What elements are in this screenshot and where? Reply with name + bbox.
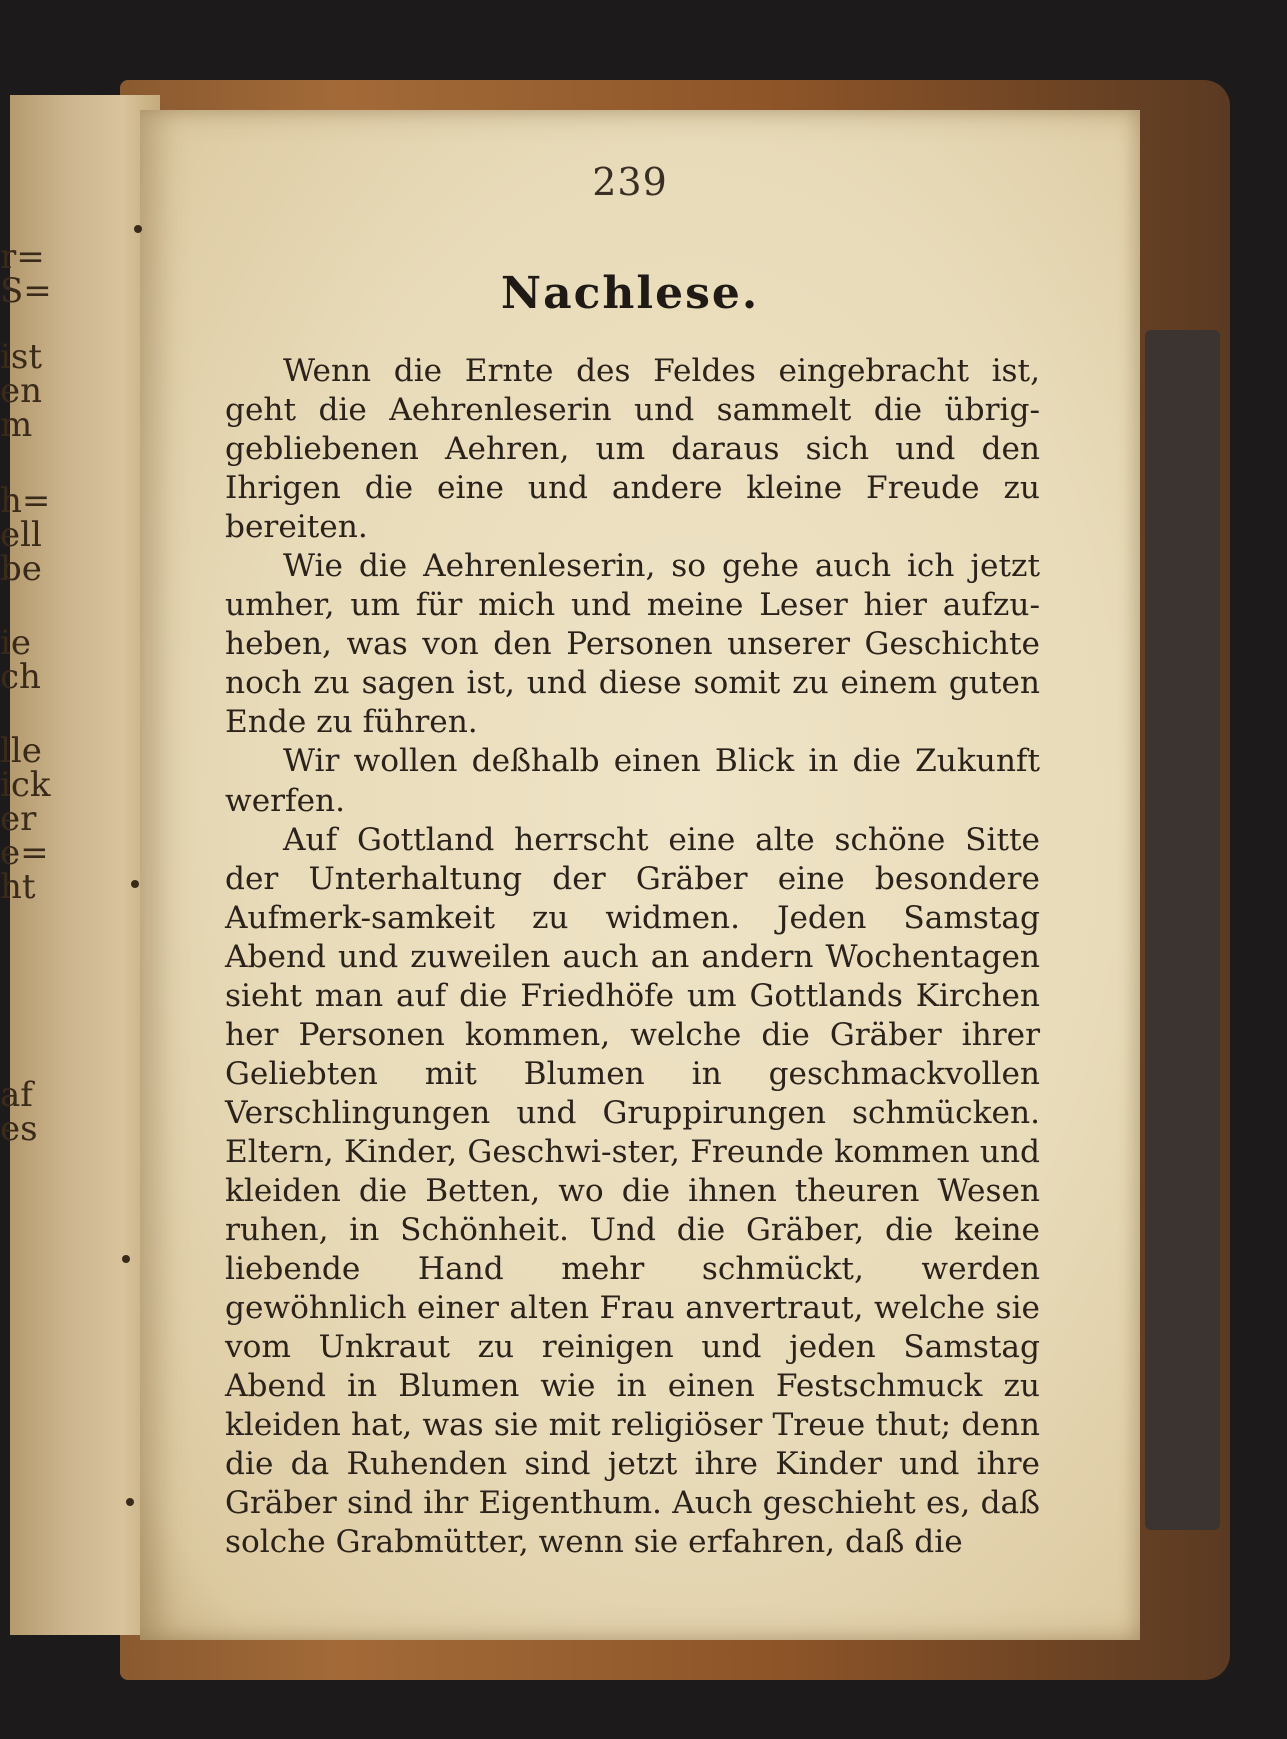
- spine-mark: [131, 880, 139, 888]
- chapter-title: Nachlese.: [500, 268, 760, 319]
- left-fragment: h=: [0, 481, 51, 521]
- left-fragment: ie: [0, 623, 31, 663]
- left-fragment: ick: [0, 765, 51, 805]
- left-fragment: be: [0, 549, 42, 589]
- paragraph: Wir wollen deßhalb einen Blick in die Zukunft werfen.: [225, 743, 1040, 819]
- left-fragment: e=: [0, 833, 49, 873]
- spine-mark: [134, 225, 142, 233]
- spine-mark: [126, 1498, 134, 1506]
- paragraph: Auf Gottland herrscht eine alte schöne Sitte der Unterhaltung der Gräber eine besondere Aufmerk-samkeit zu widmen. Jeden Samstag Abend und zuweilen auch an andern Wochentagen sieht man auf die Friedhöfe um Gottlands Kirchen her Personen kommen, welche die Gräber ihrer Geliebten mit Blumen in geschmackvollen Verschlingungen und Gruppirungen schmücken. Eltern, Kinder, Geschwi-ster, Freunde kommen und kleiden die Betten, wo die ihnen theuren Wesen ruhen, in Schönheit. Und die Gräber, die keine liebende Hand mehr schmückt, werden gewöhnlich einer alten Frau anvertraut, welche sie vom Unkraut zu reinigen und jeden Samstag Abend in Blumen wie in einen Festschmuck zu kleiden hat, was sie mit religiöser Treue thut; denn die da Ruhenden sind jetzt ihre Kinder und ihre Gräber sind ihr Eigenthum. Auch geschieht es, daß solche Grabmütter, wenn sie erfahren, daß die: [225, 821, 1040, 1561]
- left-fragment: ch: [0, 657, 41, 697]
- cover-binding: [1145, 330, 1220, 1530]
- left-page-text-edge: [0, 237, 52, 1160]
- left-fragment: af: [0, 1075, 33, 1115]
- left-fragment: en: [0, 371, 43, 411]
- spine-mark: [122, 1255, 130, 1263]
- left-fragment: es: [0, 1109, 38, 1149]
- page-number: 239: [592, 160, 668, 204]
- left-fragment: ht: [0, 867, 36, 907]
- left-fragment: S=: [0, 271, 52, 311]
- left-fragment: lle: [0, 731, 42, 771]
- paragraph: Wenn die Ernte des Feldes eingebracht ist, geht die Aehrenleserin und sammelt die übrig-gebliebenen Aehren, um daraus sich und den Ihrigen die eine und andere kleine Freude zu bereiten.: [225, 353, 1040, 546]
- left-fragment: ell: [0, 515, 42, 555]
- left-fragment: m: [0, 405, 33, 445]
- paragraph: Wie die Aehrenleserin, so gehe auch ich jetzt umher, um für mich und meine Leser hier aufzu-heben, was von den Personen unserer Geschichte noch zu sagen ist, und diese somit zu einem guten Ende zu führen.: [225, 548, 1040, 741]
- left-fragment: r=: [0, 237, 45, 277]
- left-fragment: ist: [0, 337, 42, 377]
- body-text: [225, 352, 1040, 1562]
- left-fragment: er: [0, 799, 37, 839]
